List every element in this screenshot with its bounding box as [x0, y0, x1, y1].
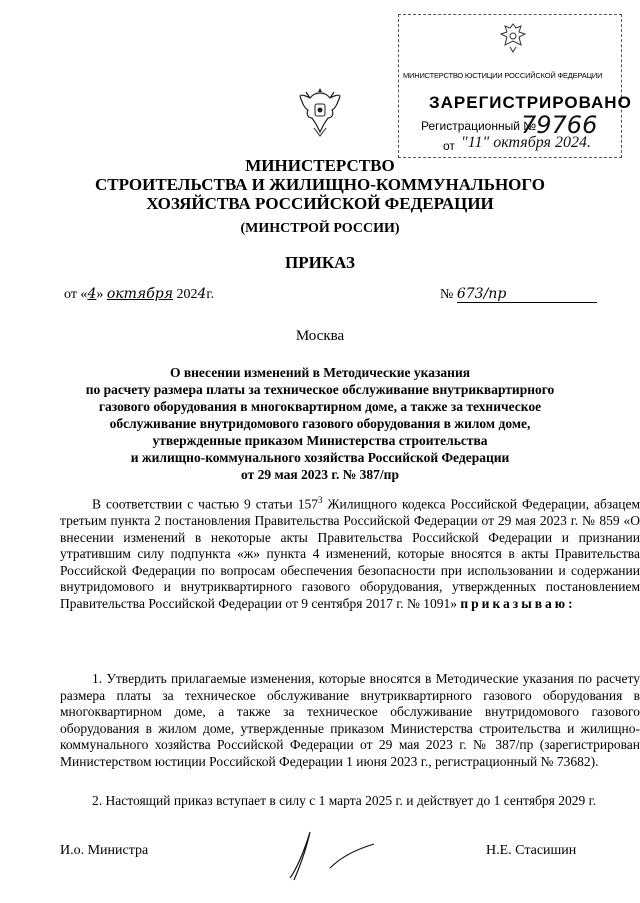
document-title — [56, 364, 584, 483]
stamp-date-label: от — [443, 139, 455, 153]
ministry-title — [60, 156, 580, 213]
title-line: от 29 мая 2023 г. № 387/пр — [241, 467, 399, 482]
order-date-prefix: от « — [64, 287, 88, 302]
title-line: и жилищно-коммунального хозяйства Российской Федерации — [130, 450, 510, 465]
title-line: О внесении изменений в Методические указания — [169, 365, 471, 380]
signatory-role: И.о. Министра — [60, 843, 149, 858]
order-directive: приказываю: — [460, 595, 576, 611]
stamp-registered-text: ЗАРЕГИСТРИРОВАНО — [429, 93, 632, 112]
stamp-regnum-label: Регистрационный № — [421, 119, 537, 133]
item-1-paragraph: 1. Утвердить прилагаемые изменения, которые вносятся в Методические указания по расчету размера платы за техническое обслуживание внутриквартирного газового оборудования в многоквартирном доме, а также за техническое обслуживание внутридомового газового оборудования в жилом доме, утвержденные приказом Министерства строительства и жилищно-коммунального хозяйства Российской Федерации от 29 мая 2023 г. № 387/пр (зарегистрирован Министерством юстиции Российской Федерации 1 июня 2023 г., регистрационный № 73682). — [60, 671, 640, 769]
order-date-month: октября — [106, 286, 173, 302]
order-date-mid: » — [96, 287, 107, 302]
ministry-short-name: (МИНСТРОЙ РОССИИ) — [240, 221, 400, 236]
coat-of-arms-icon — [298, 84, 342, 138]
title-line: по расчету размера платы за техническое обслуживание внутриквартирного — [85, 382, 555, 397]
registration-stamp — [398, 14, 632, 158]
stamp-regnum-value: 79766 — [521, 111, 598, 139]
city: Москва — [295, 328, 345, 344]
intro-paragraph — [60, 492, 640, 612]
signatory-name: Н.Е. Стасишин — [486, 843, 577, 858]
stamp-emblem-icon — [499, 21, 527, 53]
order-number-label: № — [440, 287, 454, 302]
order-date-year-digit: 4 — [197, 286, 207, 302]
ministry-title-line1: МИНИСТЕРСТВО — [245, 156, 395, 175]
order-number — [440, 286, 597, 303]
order-date-day: 4 — [87, 286, 97, 302]
order-date-year-prefix: 202 — [172, 287, 198, 302]
order-number-value: 673/пр — [457, 286, 597, 303]
intro-text-a: В соответствии с частью 9 статьи 157 — [92, 496, 318, 512]
item-2-paragraph: 2. Настоящий приказ вступает в силу с 1 марта 2025 г. и действует до 1 сентября 2029 г. — [92, 793, 596, 808]
document-type: ПРИКАЗ — [285, 253, 355, 272]
stamp-date-value: "11" октября 2024. — [461, 134, 591, 151]
title-line: газового оборудования в многоквартирном доме, а также за техническое — [98, 399, 542, 414]
title-line: обслуживание внутридомового газового оборудования в жилом доме, — [109, 416, 531, 431]
title-line: утвержденные приказом Министерства строительства — [152, 433, 488, 448]
ministry-title-line2: СТРОИТЕЛЬСТВА И ЖИЛИЩНО-КОММУНАЛЬНОГО — [94, 175, 546, 194]
intro-text-b: Жилищного кодекса Российской Федерации, абзацем третьим пункта 2 постановления Правительства Российской Федерации от 29 мая 2023 г. № 859 «О внесении изменений в некоторые акты Правительства Российской Федерации и признании утратившим силу подпункта «ж» пункта 4 изменений, которые вносятся в акты Правительства Российской Федерации по вопросам обеспечения безопасности при использовании и содержании внутридомового и внутриквартирного газового оборудования, утвержденных постановлением Правительства Российской Федерации от 9 сентября 2017 г. № 1091» — [60, 496, 640, 611]
ministry-title-line3: ХОЗЯЙСТВА РОССИЙСКОЙ ФЕДЕРАЦИИ — [146, 194, 494, 213]
intro-superscript: 3 — [317, 495, 323, 505]
signature-icon — [270, 822, 380, 882]
order-date — [64, 286, 214, 303]
stamp-ministry-text: МИНИСТЕРСТВО ЮСТИЦИИ РОССИЙСКОЙ ФЕДЕРАЦИИ — [403, 71, 603, 80]
order-date-suffix: г. — [206, 287, 215, 302]
